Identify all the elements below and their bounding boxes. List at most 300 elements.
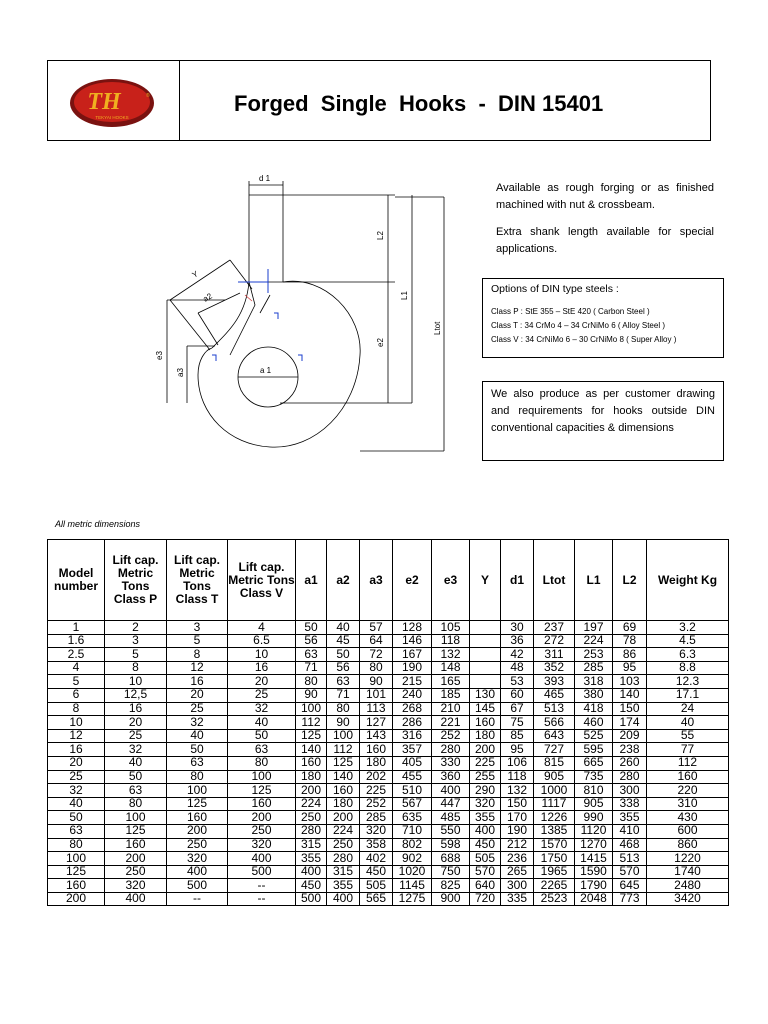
table-cell: 8 (48, 702, 105, 716)
table-cell: 50 (48, 811, 105, 825)
logo-registered-mark: ® (146, 93, 150, 99)
table-cell: 311 (534, 648, 575, 662)
table-row (48, 621, 729, 635)
table-cell: 67 (501, 702, 534, 716)
table-cell: 566 (534, 716, 575, 730)
table-cell (470, 675, 501, 689)
table-cell: 1590 (575, 865, 613, 879)
label-a1: a 1 (260, 366, 272, 375)
column-header: L1 (575, 540, 613, 621)
table-cell: 355 (613, 811, 647, 825)
table-cell: 8.8 (647, 661, 729, 675)
column-header: Ltot (534, 540, 575, 621)
table-cell: 400 (228, 852, 296, 866)
table-cell: 103 (613, 675, 647, 689)
table-cell: 80 (167, 770, 228, 784)
table-cell: 32 (167, 716, 228, 730)
table-cell (470, 634, 501, 648)
table-cell: 6 (48, 688, 105, 702)
table-cell: 1117 (534, 797, 575, 811)
table-cell: 1120 (575, 824, 613, 838)
table-cell: 236 (501, 852, 534, 866)
table-cell: 5 (105, 648, 167, 662)
table-cell: 773 (613, 892, 647, 906)
table-cell: 1145 (393, 879, 432, 893)
table-cell: 25 (167, 702, 228, 716)
table-cell: 1020 (393, 865, 432, 879)
table-cell: 16 (105, 702, 167, 716)
table-cell: 400 (470, 824, 501, 838)
table-cell: 118 (432, 634, 470, 648)
table-row (48, 688, 729, 702)
table-cell: 3420 (647, 892, 729, 906)
table-cell: 447 (432, 797, 470, 811)
table-cell: 315 (296, 838, 327, 852)
table-cell: 210 (432, 702, 470, 716)
table-cell: 160 (105, 838, 167, 852)
table-cell: 40 (48, 797, 105, 811)
table-cell: 200 (228, 811, 296, 825)
table-row (48, 634, 729, 648)
table-cell: 900 (432, 892, 470, 906)
table-cell: 10 (105, 675, 167, 689)
table-cell: 286 (393, 716, 432, 730)
table-row (48, 743, 729, 757)
table-cell: 1226 (534, 811, 575, 825)
table-cell: 315 (327, 865, 360, 879)
table-cell: 160 (470, 716, 501, 730)
table-cell: 12 (48, 729, 105, 743)
table-cell: 12,5 (105, 688, 167, 702)
table-cell: 212 (501, 838, 534, 852)
table-cell: 63 (167, 756, 228, 770)
table-cell: 300 (613, 784, 647, 798)
table-cell: 810 (575, 784, 613, 798)
table-cell: 358 (360, 838, 393, 852)
table-cell: 665 (575, 756, 613, 770)
table-cell: 125 (167, 797, 228, 811)
column-header: e3 (432, 540, 470, 621)
table-cell: 45 (327, 634, 360, 648)
table-cell: 200 (167, 824, 228, 838)
table-cell: 430 (647, 811, 729, 825)
table-cell: 1275 (393, 892, 432, 906)
table-cell: 185 (432, 688, 470, 702)
table-cell: 112 (647, 756, 729, 770)
table-cell: 20 (48, 756, 105, 770)
table-row (48, 675, 729, 689)
table-cell: 112 (296, 716, 327, 730)
table-cell: 63 (105, 784, 167, 798)
table-cell: 209 (613, 729, 647, 743)
table-cell: 357 (393, 743, 432, 757)
table-cell: 215 (393, 675, 432, 689)
table-cell: 200 (327, 811, 360, 825)
table-cell: 450 (296, 879, 327, 893)
table-cell: 355 (327, 879, 360, 893)
table-cell: 1000 (534, 784, 575, 798)
table-cell: 310 (647, 797, 729, 811)
table-cell: 8 (167, 648, 228, 662)
table-cell: 525 (575, 729, 613, 743)
table-cell: 140 (613, 688, 647, 702)
table-cell: 100 (327, 729, 360, 743)
table-cell: 280 (432, 743, 470, 757)
table-cell (470, 621, 501, 635)
table-row (48, 648, 729, 662)
table-cell: 180 (296, 770, 327, 784)
table-cell: 200 (470, 743, 501, 757)
table-row (48, 716, 729, 730)
table-cell: 513 (613, 852, 647, 866)
table-cell: 55 (647, 729, 729, 743)
table-cell: 1570 (534, 838, 575, 852)
table-cell: 50 (327, 648, 360, 662)
table-cell: 30 (501, 621, 534, 635)
table-cell: 95 (501, 743, 534, 757)
table-cell: 150 (501, 797, 534, 811)
table-cell: 145 (470, 702, 501, 716)
table-cell: 202 (360, 770, 393, 784)
table-cell: 250 (327, 838, 360, 852)
table-cell: 450 (360, 865, 393, 879)
table-cell: 100 (48, 852, 105, 866)
table-cell: 710 (393, 824, 432, 838)
table-cell: 300 (501, 879, 534, 893)
table-cell: 570 (470, 865, 501, 879)
table-cell: 16 (167, 675, 228, 689)
table-cell: 465 (534, 688, 575, 702)
table-cell: 735 (575, 770, 613, 784)
table-cell: 53 (501, 675, 534, 689)
table-cell: 265 (501, 865, 534, 879)
table-cell: 16 (228, 661, 296, 675)
table-cell: 86 (613, 648, 647, 662)
table-cell: 250 (105, 865, 167, 879)
table-cell: 3 (105, 634, 167, 648)
table-cell: 237 (534, 621, 575, 635)
table-cell: 6.3 (647, 648, 729, 662)
table-cell: 112 (327, 743, 360, 757)
table-cell: 1965 (534, 865, 575, 879)
table-cell: 125 (327, 756, 360, 770)
table-cell: 95 (613, 661, 647, 675)
table-cell: 2048 (575, 892, 613, 906)
table-cell: -- (167, 892, 228, 906)
label-a2: a2 (201, 291, 214, 304)
table-cell: 190 (393, 661, 432, 675)
table-cell: 160 (228, 797, 296, 811)
table-cell: 100 (167, 784, 228, 798)
table-cell: 643 (534, 729, 575, 743)
label-y: Y (190, 269, 200, 280)
table-cell: 80 (296, 675, 327, 689)
table-cell: 2 (105, 621, 167, 635)
table-cell: 252 (432, 729, 470, 743)
table-cell: 127 (360, 716, 393, 730)
table-cell: 253 (575, 648, 613, 662)
table-cell: 500 (167, 879, 228, 893)
table-cell: 90 (296, 688, 327, 702)
table-cell: 316 (393, 729, 432, 743)
table-cell: 902 (393, 852, 432, 866)
logo-cell (48, 61, 180, 140)
table-cell: 400 (105, 892, 167, 906)
table-cell: 1 (48, 621, 105, 635)
table-cell: 118 (501, 770, 534, 784)
table-cell: 50 (105, 770, 167, 784)
table-cell: 90 (360, 675, 393, 689)
label-e2: e2 (376, 338, 385, 347)
table-row (48, 770, 729, 784)
table-cell: 10 (228, 648, 296, 662)
table-cell: 455 (393, 770, 432, 784)
class-v-line: Class V : 34 CrNiMo 6 – 30 CrNiMo 8 ( Super Alloy ) (491, 335, 677, 344)
table-cell: 57 (360, 621, 393, 635)
table-cell: 17.1 (647, 688, 729, 702)
table-row (48, 852, 729, 866)
table-cell: 260 (613, 756, 647, 770)
table-cell: 180 (470, 729, 501, 743)
table-row (48, 661, 729, 675)
table-cell: 410 (613, 824, 647, 838)
table-cell: 160 (647, 770, 729, 784)
table-cell: 24 (647, 702, 729, 716)
table-cell: 197 (575, 621, 613, 635)
table-cell: 600 (647, 824, 729, 838)
table-cell: 815 (534, 756, 575, 770)
table-cell: -- (228, 892, 296, 906)
table-cell: 48 (501, 661, 534, 675)
table-cell: -- (228, 879, 296, 893)
table-cell: 252 (360, 797, 393, 811)
table-cell: 1.6 (48, 634, 105, 648)
note-rough-forging: Available as rough forging or as finished machined with nut & crossbeam. (496, 182, 714, 211)
table-cell: 860 (647, 838, 729, 852)
table-cell: 2480 (647, 879, 729, 893)
table-cell: 32 (105, 743, 167, 757)
column-header: a1 (296, 540, 327, 621)
table-cell: 355 (296, 852, 327, 866)
table-cell: 100 (105, 811, 167, 825)
table-cell: 990 (575, 811, 613, 825)
table-cell: 5 (167, 634, 228, 648)
column-header: d1 (501, 540, 534, 621)
table-cell: 180 (327, 797, 360, 811)
table-cell: 25 (48, 770, 105, 784)
table-cell: 42 (501, 648, 534, 662)
table-cell: 400 (327, 892, 360, 906)
table-cell: 60 (501, 688, 534, 702)
table-cell: 352 (534, 661, 575, 675)
table-cell: 5 (48, 675, 105, 689)
column-header: Lift cap. Metric Tons Class P (105, 540, 167, 621)
table-cell: 224 (327, 824, 360, 838)
table-cell: 3 (167, 621, 228, 635)
table-cell: 4 (48, 661, 105, 675)
table-cell: 80 (360, 661, 393, 675)
table-cell: 2.5 (48, 648, 105, 662)
table-cell: 290 (470, 784, 501, 798)
table-cell: 56 (327, 661, 360, 675)
table-cell: 400 (296, 865, 327, 879)
table-cell: 240 (393, 688, 432, 702)
column-header: a2 (327, 540, 360, 621)
table-header-row (48, 540, 729, 621)
table-cell: 113 (360, 702, 393, 716)
class-p-line: Class P : StE 355 – StE 420 ( Carbon Steel ) (491, 307, 650, 316)
table-cell: 567 (393, 797, 432, 811)
table-cell: 338 (613, 797, 647, 811)
table-row (48, 756, 729, 770)
table-cell: 80 (327, 702, 360, 716)
table-cell: 20 (228, 675, 296, 689)
column-header: e2 (393, 540, 432, 621)
table-cell: 380 (575, 688, 613, 702)
table-cell: 330 (432, 756, 470, 770)
table-caption: All metric dimensions (55, 519, 141, 529)
table-cell: 418 (575, 702, 613, 716)
table-cell: 125 (105, 824, 167, 838)
table-cell: 85 (501, 729, 534, 743)
table-cell: 78 (613, 634, 647, 648)
table-cell: 140 (327, 770, 360, 784)
table-cell: 69 (613, 621, 647, 635)
table-cell: 167 (393, 648, 432, 662)
column-header: a3 (360, 540, 393, 621)
table-row (48, 838, 729, 852)
label-l2: L2 (376, 231, 385, 240)
table-cell: 32 (228, 702, 296, 716)
table-cell: 285 (575, 661, 613, 675)
steel-options-heading: Options of DIN type steels : (491, 283, 619, 295)
table-cell: 320 (228, 838, 296, 852)
table-cell: 360 (432, 770, 470, 784)
table-cell: 280 (296, 824, 327, 838)
table-cell: 71 (327, 688, 360, 702)
table-cell: 635 (393, 811, 432, 825)
table-cell: 132 (501, 784, 534, 798)
label-ltot: Ltot (433, 321, 442, 335)
table-cell: 72 (360, 648, 393, 662)
table-cell: 128 (393, 621, 432, 635)
label-l1: L1 (400, 291, 409, 300)
table-cell: 64 (360, 634, 393, 648)
table-cell: 100 (296, 702, 327, 716)
table-cell: 25 (105, 729, 167, 743)
table-cell: 320 (167, 852, 228, 866)
availability-notes (496, 180, 714, 268)
table-cell: 720 (470, 892, 501, 906)
table-cell: 335 (501, 892, 534, 906)
table-cell: 320 (105, 879, 167, 893)
table-row (48, 702, 729, 716)
table-cell: 40 (327, 621, 360, 635)
table-cell: 460 (575, 716, 613, 730)
table-cell: 180 (360, 756, 393, 770)
table-cell: 132 (432, 648, 470, 662)
table-cell: 90 (327, 716, 360, 730)
table-cell: 400 (432, 784, 470, 798)
table-cell: 63 (228, 743, 296, 757)
table-cell: 224 (296, 797, 327, 811)
table-cell: 825 (432, 879, 470, 893)
table-cell: 63 (327, 675, 360, 689)
table-cell: 905 (534, 770, 575, 784)
table-row (48, 811, 729, 825)
table-cell: 485 (432, 811, 470, 825)
table-cell: 268 (393, 702, 432, 716)
table-cell: 100 (228, 770, 296, 784)
column-header: L2 (613, 540, 647, 621)
table-cell: 12.3 (647, 675, 729, 689)
table-row (48, 865, 729, 879)
table-cell: 36 (501, 634, 534, 648)
table-cell: 225 (470, 756, 501, 770)
table-cell: 510 (393, 784, 432, 798)
table-cell: 727 (534, 743, 575, 757)
table-cell: 143 (360, 729, 393, 743)
table-row (48, 879, 729, 893)
label-d1: d 1 (259, 174, 271, 183)
table-cell: 550 (432, 824, 470, 838)
table-cell: 40 (167, 729, 228, 743)
table-cell: 160 (296, 756, 327, 770)
table-cell: 450 (470, 838, 501, 852)
table-cell: 12 (167, 661, 228, 675)
table-cell: 400 (167, 865, 228, 879)
table-cell: 221 (432, 716, 470, 730)
logo-monogram: TH (87, 89, 121, 115)
table-cell: 170 (501, 811, 534, 825)
table-cell: 200 (48, 892, 105, 906)
table-cell: 1385 (534, 824, 575, 838)
logo-name: TEKYAI HOOKS (95, 115, 129, 120)
table-cell: 146 (393, 634, 432, 648)
table-cell: 125 (296, 729, 327, 743)
table-cell: 160 (48, 879, 105, 893)
note-extra-shank: Extra shank length available for special applications. (496, 226, 714, 255)
table-row (48, 729, 729, 743)
table-cell: 125 (228, 784, 296, 798)
table-cell: 200 (296, 784, 327, 798)
table-cell: 688 (432, 852, 470, 866)
label-e3: e3 (155, 351, 164, 360)
table-cell: 513 (534, 702, 575, 716)
table-cell: 280 (613, 770, 647, 784)
table-cell: 80 (228, 756, 296, 770)
table-cell: 63 (48, 824, 105, 838)
table-cell: 220 (647, 784, 729, 798)
table-cell: 500 (296, 892, 327, 906)
table-cell: 280 (327, 852, 360, 866)
table-cell: 50 (296, 621, 327, 635)
table-cell: 565 (360, 892, 393, 906)
table-cell: 63 (296, 648, 327, 662)
table-cell: 598 (432, 838, 470, 852)
table-cell: 20 (105, 716, 167, 730)
custom-production-box (482, 381, 724, 461)
table-cell: 402 (360, 852, 393, 866)
table-cell: 80 (105, 797, 167, 811)
table-cell: 320 (360, 824, 393, 838)
table-cell: 500 (228, 865, 296, 879)
table-cell: 165 (432, 675, 470, 689)
table-cell: 320 (470, 797, 501, 811)
table-cell: 150 (613, 702, 647, 716)
class-t-line: Class T : 34 CrMo 4 – 34 CrNiMo 6 ( Alloy Steel ) (491, 321, 665, 330)
table-cell: 3.2 (647, 621, 729, 635)
